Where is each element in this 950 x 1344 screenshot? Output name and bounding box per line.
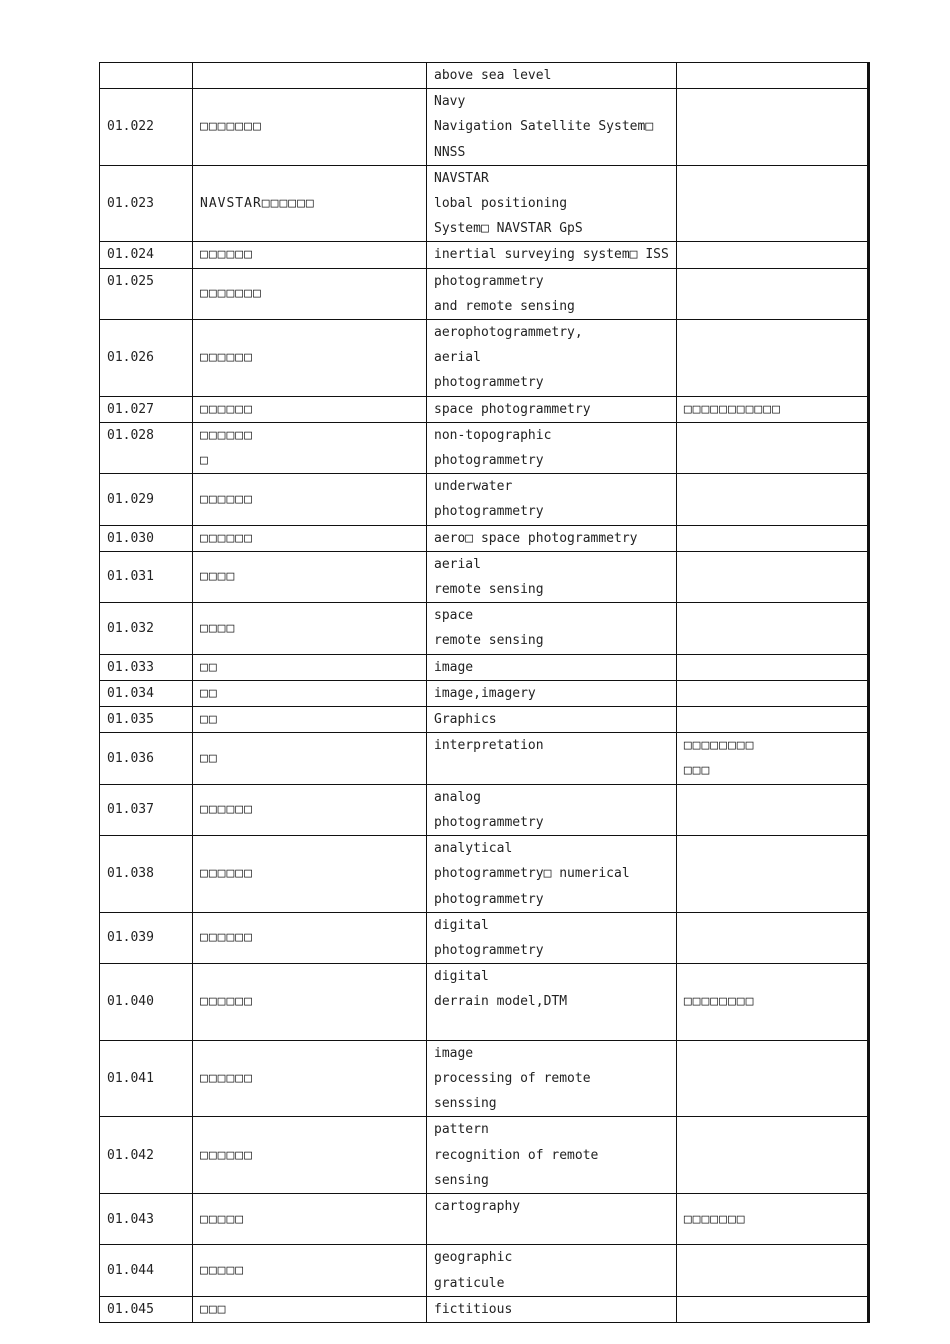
- table-row: [100, 396, 869, 422]
- term-chinese-line: □□: [200, 712, 218, 728]
- term-chinese-cell: [193, 1193, 427, 1244]
- term-note-cell: [676, 1193, 868, 1244]
- term-english-cell: [427, 525, 677, 551]
- term-code-cell: 01.038: [100, 836, 193, 913]
- term-note-cell: [676, 654, 868, 680]
- term-chinese-line: □□□: [200, 1301, 227, 1317]
- term-english-cell: [427, 89, 677, 166]
- term-english-line: processing of remote: [434, 1070, 591, 1086]
- term-chinese-cell: [193, 912, 427, 963]
- term-chinese-cell: [193, 1296, 427, 1322]
- term-code-cell: 01.026: [100, 320, 193, 397]
- term-note-cell: [676, 836, 868, 913]
- term-chinese-line: □□: [200, 659, 218, 675]
- term-code-cell: 01.030: [100, 525, 193, 551]
- term-chinese-line: □□□□□□: [200, 491, 253, 507]
- term-english-line: photogrammetry: [434, 891, 544, 907]
- term-code-cell: 01.041: [100, 1040, 193, 1117]
- term-note-cell: [676, 912, 868, 963]
- term-english-line: interpretation: [434, 738, 544, 754]
- term-note-cell: [676, 268, 868, 319]
- table-row: [100, 320, 869, 397]
- term-english-line: graticule: [434, 1275, 505, 1291]
- term-code-cell: 01.037: [100, 784, 193, 835]
- term-english-cell: [427, 836, 677, 913]
- term-english-line: inertial surveying system□ ISS: [434, 247, 669, 263]
- term-code-cell: 01.027: [100, 396, 193, 422]
- term-note-cell: [676, 603, 868, 654]
- term-chinese-cell: [193, 422, 427, 473]
- term-note-cell: [676, 525, 868, 551]
- term-note-cell: [676, 1296, 868, 1322]
- term-chinese-cell: [193, 836, 427, 913]
- term-english-line: space photogrammetry: [434, 401, 591, 417]
- term-english-cell: [427, 396, 677, 422]
- term-english-line: underwater: [434, 479, 513, 495]
- term-chinese-cell: [193, 165, 427, 242]
- table-row: [100, 1245, 869, 1296]
- term-code-cell: 01.025: [100, 268, 193, 319]
- term-chinese-cell: [193, 320, 427, 397]
- table-row: [100, 1193, 869, 1244]
- term-note-cell: [676, 964, 868, 1041]
- term-note-line: □□□□□□□: [683, 1211, 746, 1227]
- term-note-line: □□□□□□□□□□□: [683, 401, 781, 417]
- term-note-line: □□□□□□□□: [683, 738, 755, 754]
- term-english-cell: [427, 1245, 677, 1296]
- term-chinese-line: □: [200, 453, 209, 469]
- term-note-cell: [676, 165, 868, 242]
- term-english-line: NAVSTAR: [434, 170, 489, 186]
- term-chinese-line: □□□□□□□: [200, 286, 262, 302]
- term-english-line: Navigation Satellite System□: [434, 119, 654, 135]
- term-code-cell: 01.045: [100, 1296, 193, 1322]
- term-chinese-line: □□□□□□: [200, 1147, 253, 1163]
- term-note-cell: [676, 680, 868, 706]
- term-english-cell: [427, 603, 677, 654]
- term-chinese-cell: [193, 784, 427, 835]
- term-english-line: image: [434, 1045, 474, 1061]
- term-english-line: fictitious: [434, 1301, 513, 1317]
- term-english-line: image,imagery: [434, 685, 536, 701]
- term-english-line: senssing: [434, 1096, 497, 1112]
- term-english-cell: [427, 912, 677, 963]
- table-row: [100, 912, 869, 963]
- term-english-line: remote sensing: [434, 582, 544, 598]
- term-english-cell: [427, 1296, 677, 1322]
- term-chinese-cell: [193, 396, 427, 422]
- term-chinese-cell: [193, 707, 427, 733]
- table-row: [100, 242, 869, 268]
- term-english-cell: [427, 474, 677, 525]
- term-chinese-line: □□□□□□: [200, 530, 253, 546]
- term-english-line: recognition of remote: [434, 1147, 599, 1163]
- term-english-line: photogrammetry: [434, 375, 544, 391]
- term-code-cell: 01.033: [100, 654, 193, 680]
- table-row: [100, 525, 869, 551]
- term-chinese-line: □□□□□□: [200, 401, 253, 417]
- table-row: [100, 63, 869, 89]
- table-row: [100, 1117, 869, 1194]
- term-note-cell: [676, 1040, 868, 1117]
- term-english-cell: [427, 964, 677, 1041]
- term-english-line: above sea level: [434, 68, 552, 83]
- term-chinese-cell: [193, 964, 427, 1041]
- table-row: [100, 551, 869, 602]
- term-english-line: digital: [434, 917, 489, 933]
- term-note-cell: [676, 89, 868, 166]
- table-row: [100, 1040, 869, 1117]
- term-english-cell: [427, 242, 677, 268]
- term-chinese-line: □□□□□□: [200, 802, 253, 818]
- term-chinese-cell: [193, 89, 427, 166]
- term-chinese-cell: [193, 268, 427, 319]
- term-note-cell: [676, 422, 868, 473]
- term-english-cell: [427, 733, 677, 784]
- term-english-cell: [427, 268, 677, 319]
- term-english-line: digital: [434, 969, 489, 985]
- term-english-line: lobal positioning: [434, 196, 568, 212]
- term-english-line: aerophotogrammetry,: [434, 325, 583, 341]
- table-row: [100, 784, 869, 835]
- term-note-line: □□□: [683, 763, 711, 779]
- term-note-cell: [676, 320, 868, 397]
- table-row: [100, 733, 869, 784]
- term-code-cell: 01.024: [100, 242, 193, 268]
- term-english-cell: [427, 1193, 677, 1244]
- term-english-line: cartography: [434, 1198, 521, 1214]
- term-code-cell: 01.040: [100, 964, 193, 1041]
- term-english-line: Navy: [434, 94, 466, 110]
- term-english-cell: [427, 165, 677, 242]
- term-note-cell: [676, 63, 868, 89]
- term-chinese-line: □□□□□□: [200, 350, 253, 366]
- term-english-cell: [427, 63, 677, 89]
- term-chinese-cell: [193, 680, 427, 706]
- term-chinese-line: □□□□□: [200, 1211, 245, 1227]
- term-english-line: and remote sensing: [434, 298, 575, 314]
- term-code-cell: 01.023: [100, 165, 193, 242]
- term-code-cell: 01.029: [100, 474, 193, 525]
- table-row: [100, 268, 869, 319]
- term-english-line: geographic: [434, 1250, 513, 1266]
- term-english-line: analog: [434, 789, 481, 805]
- term-english-line: NNSS: [434, 144, 466, 160]
- term-chinese-cell: [193, 1040, 427, 1117]
- term-chinese-cell: [193, 525, 427, 551]
- term-english-line: derrain model,DTM: [434, 994, 568, 1010]
- term-chinese-line: □□□□□□: [200, 930, 253, 946]
- term-english-cell: [427, 1040, 677, 1117]
- term-english-line: Graphics: [434, 712, 497, 728]
- term-chinese-cell: [193, 551, 427, 602]
- term-english-line: space: [434, 608, 474, 624]
- term-code-cell: 01.031: [100, 551, 193, 602]
- term-english-line: remote sensing: [434, 633, 544, 649]
- term-chinese-cell: [193, 1117, 427, 1194]
- term-english-line: analytical: [434, 841, 513, 857]
- term-chinese-line: □□□□□□: [200, 247, 253, 263]
- term-english-line: pattern: [434, 1122, 489, 1138]
- term-english-line: aero□ space photogrammetry: [434, 530, 638, 546]
- term-chinese-line: □□: [200, 685, 218, 701]
- term-chinese-cell: [193, 733, 427, 784]
- term-code-cell: 01.043: [100, 1193, 193, 1244]
- term-english-cell: [427, 680, 677, 706]
- term-english-line: sensing: [434, 1172, 489, 1188]
- term-english-cell: [427, 784, 677, 835]
- term-english-line: [434, 1015, 669, 1040]
- term-english-line: aerial: [434, 350, 481, 366]
- term-note-cell: [676, 733, 868, 784]
- term-english-cell: [427, 320, 677, 397]
- table-row: [100, 603, 869, 654]
- table-row: [100, 707, 869, 733]
- term-chinese-line: □□□□□□: [200, 994, 253, 1010]
- term-code-cell: [100, 63, 193, 89]
- table-row: [100, 474, 869, 525]
- term-note-cell: [676, 1245, 868, 1296]
- term-chinese-cell: [193, 474, 427, 525]
- term-chinese-cell: [193, 1245, 427, 1296]
- term-chinese-line: □□□□□□: [200, 866, 253, 882]
- terminology-table: [99, 62, 870, 1323]
- term-code-cell: 01.034: [100, 680, 193, 706]
- term-english-line: photogrammetry: [434, 273, 544, 289]
- term-english-cell: [427, 551, 677, 602]
- term-chinese-line: □□□□□□: [200, 1070, 253, 1086]
- table-row: [100, 165, 869, 242]
- term-chinese-cell: [193, 603, 427, 654]
- term-chinese-line: NAVSTAR□□□□□□: [200, 196, 315, 212]
- term-english-cell: [427, 1117, 677, 1194]
- term-chinese-line: □□: [200, 750, 218, 766]
- table-row: [100, 654, 869, 680]
- term-english-line: [434, 1219, 669, 1244]
- table-row: [100, 836, 869, 913]
- term-code-cell: 01.042: [100, 1117, 193, 1194]
- term-english-line: [434, 758, 669, 783]
- term-english-cell: [427, 654, 677, 680]
- term-english-line: photogrammetry□ numerical: [434, 866, 630, 882]
- term-chinese-line: □□□□: [200, 569, 236, 585]
- term-english-line: photogrammetry: [434, 453, 544, 469]
- term-note-cell: [676, 242, 868, 268]
- term-chinese-cell: [193, 63, 427, 89]
- term-note-cell: [676, 707, 868, 733]
- term-english-line: photogrammetry: [434, 942, 544, 958]
- term-note-cell: [676, 396, 868, 422]
- term-chinese-line: □□□□□□: [200, 427, 253, 443]
- term-note-cell: [676, 1117, 868, 1194]
- term-english-line: aerial: [434, 556, 481, 572]
- term-note-cell: [676, 551, 868, 602]
- term-english-line: photogrammetry: [434, 814, 544, 830]
- table-row: [100, 680, 869, 706]
- term-code-cell: 01.036: [100, 733, 193, 784]
- term-english-line: photogrammetry: [434, 504, 544, 520]
- table-row: [100, 964, 869, 1041]
- term-code-cell: 01.032: [100, 603, 193, 654]
- table-row: [100, 89, 869, 166]
- term-code-cell: 01.039: [100, 912, 193, 963]
- term-code-cell: 01.035: [100, 707, 193, 733]
- term-chinese-line: □□□□: [200, 620, 236, 636]
- table-row: [100, 1296, 869, 1322]
- term-note-line: □□□□□□□□: [683, 994, 755, 1010]
- term-chinese-cell: [193, 242, 427, 268]
- term-note-cell: [676, 474, 868, 525]
- term-code-cell: 01.044: [100, 1245, 193, 1296]
- term-english-line: image: [434, 659, 474, 675]
- term-note-cell: [676, 784, 868, 835]
- term-english-cell: [427, 707, 677, 733]
- term-chinese-line: □□□□□□□: [200, 119, 262, 135]
- term-english-line: non-topographic: [434, 427, 552, 443]
- term-english-cell: [427, 422, 677, 473]
- terminology-table-body: [100, 63, 869, 1323]
- term-english-line: System□ NAVSTAR GpS: [434, 221, 583, 237]
- table-row: [100, 422, 869, 473]
- term-chinese-cell: [193, 654, 427, 680]
- term-chinese-line: □□□□□: [200, 1262, 245, 1278]
- term-code-cell: 01.022: [100, 89, 193, 166]
- term-code-cell: 01.028: [100, 422, 193, 473]
